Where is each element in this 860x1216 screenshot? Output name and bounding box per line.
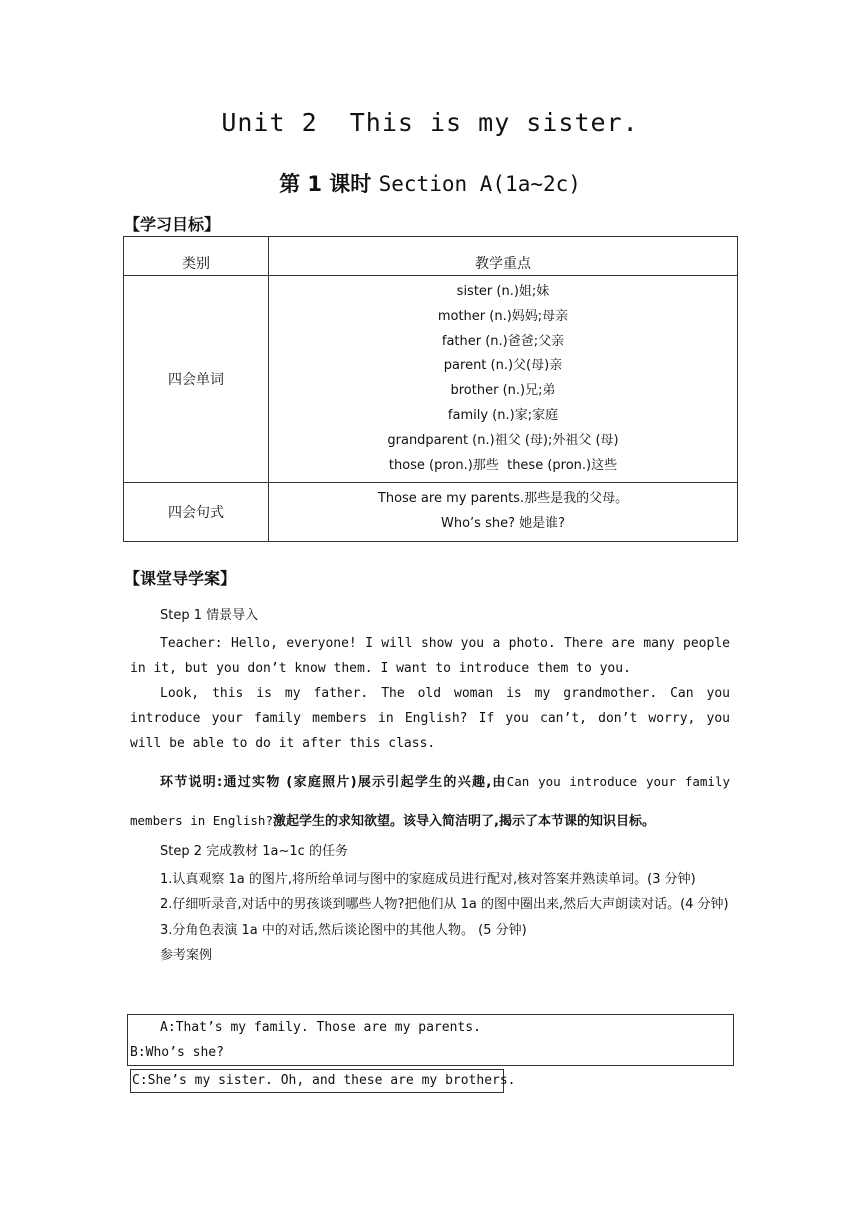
note-rest: 激起学生的求知欲望。该导入简洁明了,揭示了本节课的知识目标。 xyxy=(273,814,655,829)
example-label: 参考案例 xyxy=(160,948,213,963)
subtitle-section: Section A(1a~2c) xyxy=(378,172,581,196)
step2-title: Step 2 完成教材 1a~1c 的任务 xyxy=(160,844,348,859)
dialogue-box-ab xyxy=(127,1014,734,1066)
step2-task-3: 3.分角色表演 1a 中的对话,然后谈论图中的其他人物。 (5 分钟) xyxy=(160,922,527,938)
learning-goals-table xyxy=(123,236,738,542)
sentence-list xyxy=(269,483,738,542)
dialogue-line-b: B:Who’s she? xyxy=(130,1045,224,1060)
table-header-category: 类别 xyxy=(124,237,269,276)
table-row xyxy=(124,276,738,483)
vocab-item: mother (n.)妈妈;母亲 xyxy=(437,308,569,324)
step1-note xyxy=(130,763,730,841)
vocab-item: those (pron.)那些 these (pron.)这些 xyxy=(388,457,618,473)
step2-task-2: 2.仔细听录音,对话中的男孩谈到哪些人物?把他们从 1a 的图中圈出来,然后大声朗读对话。(4 分钟) xyxy=(160,897,729,912)
note-label: 环节说明:通过实物 (家庭照片)展示引起学生的兴趣,由 xyxy=(160,775,507,790)
step1-paragraph-1: Teacher: Hello, everyone! I will show you a photo. There are many people in it, but you don’t know them. I want to introduce them to you. xyxy=(130,636,730,676)
note-question: Can you introduce your family members in English? xyxy=(130,774,731,828)
table-header-focus: 教学重点 xyxy=(269,237,738,276)
sentence-item: Who’s she? 她是谁? xyxy=(440,516,566,532)
sentence-item: Those are my parents.那些是我的父母。 xyxy=(377,491,629,507)
step1-paragraph-2: Look, this is my father. The old woman is my grandmother. Can you introduce your family members in English? If you can’t, don’t worry, you will be able to do it after this class. xyxy=(130,686,730,751)
vocab-list xyxy=(269,276,738,483)
vocab-item: grandparent (n.)祖父 (母);外祖父 (母) xyxy=(387,432,619,448)
step1-section xyxy=(130,603,730,756)
vocab-item: brother (n.)兄;弟 xyxy=(450,383,556,399)
vocab-item: sister (n.)姐;妹 xyxy=(456,284,550,299)
dialogue-box-c xyxy=(130,1069,516,1093)
table-header-row xyxy=(124,237,738,276)
vocab-item: family (n.)家;家庭 xyxy=(447,407,559,423)
row-category-words: 四会单词 xyxy=(124,276,269,483)
vocab-item: parent (n.)父(母)亲 xyxy=(443,358,563,374)
lesson-subtitle xyxy=(0,168,860,198)
class-guide-heading: 【课堂导学案】 xyxy=(124,569,237,588)
goals-heading: 【学习目标】 xyxy=(124,215,221,234)
step2-section xyxy=(130,839,730,969)
document-title: Unit 2 This is my sister. xyxy=(221,108,639,137)
dialogue-line-a: A:That’s my family. Those are my parents. xyxy=(160,1020,481,1035)
step2-task-1: 1.认真观察 1a 的图片,将所给单词与图中的家庭成员进行配对,核对答案并熟读单词。(3 分钟) xyxy=(160,871,696,887)
dialogue-line-c: C:She’s my sister. Oh, and these are my brothers. xyxy=(132,1073,516,1088)
step1-note-text xyxy=(130,763,730,841)
subtitle-lesson-number: 第 1 课时 xyxy=(279,172,379,196)
row-category-sentences: 四会句式 xyxy=(124,483,269,542)
table-row xyxy=(124,483,738,542)
vocab-item: father (n.)爸爸;父亲 xyxy=(441,333,565,349)
step1-title: Step 1 情景导入 xyxy=(160,608,259,623)
